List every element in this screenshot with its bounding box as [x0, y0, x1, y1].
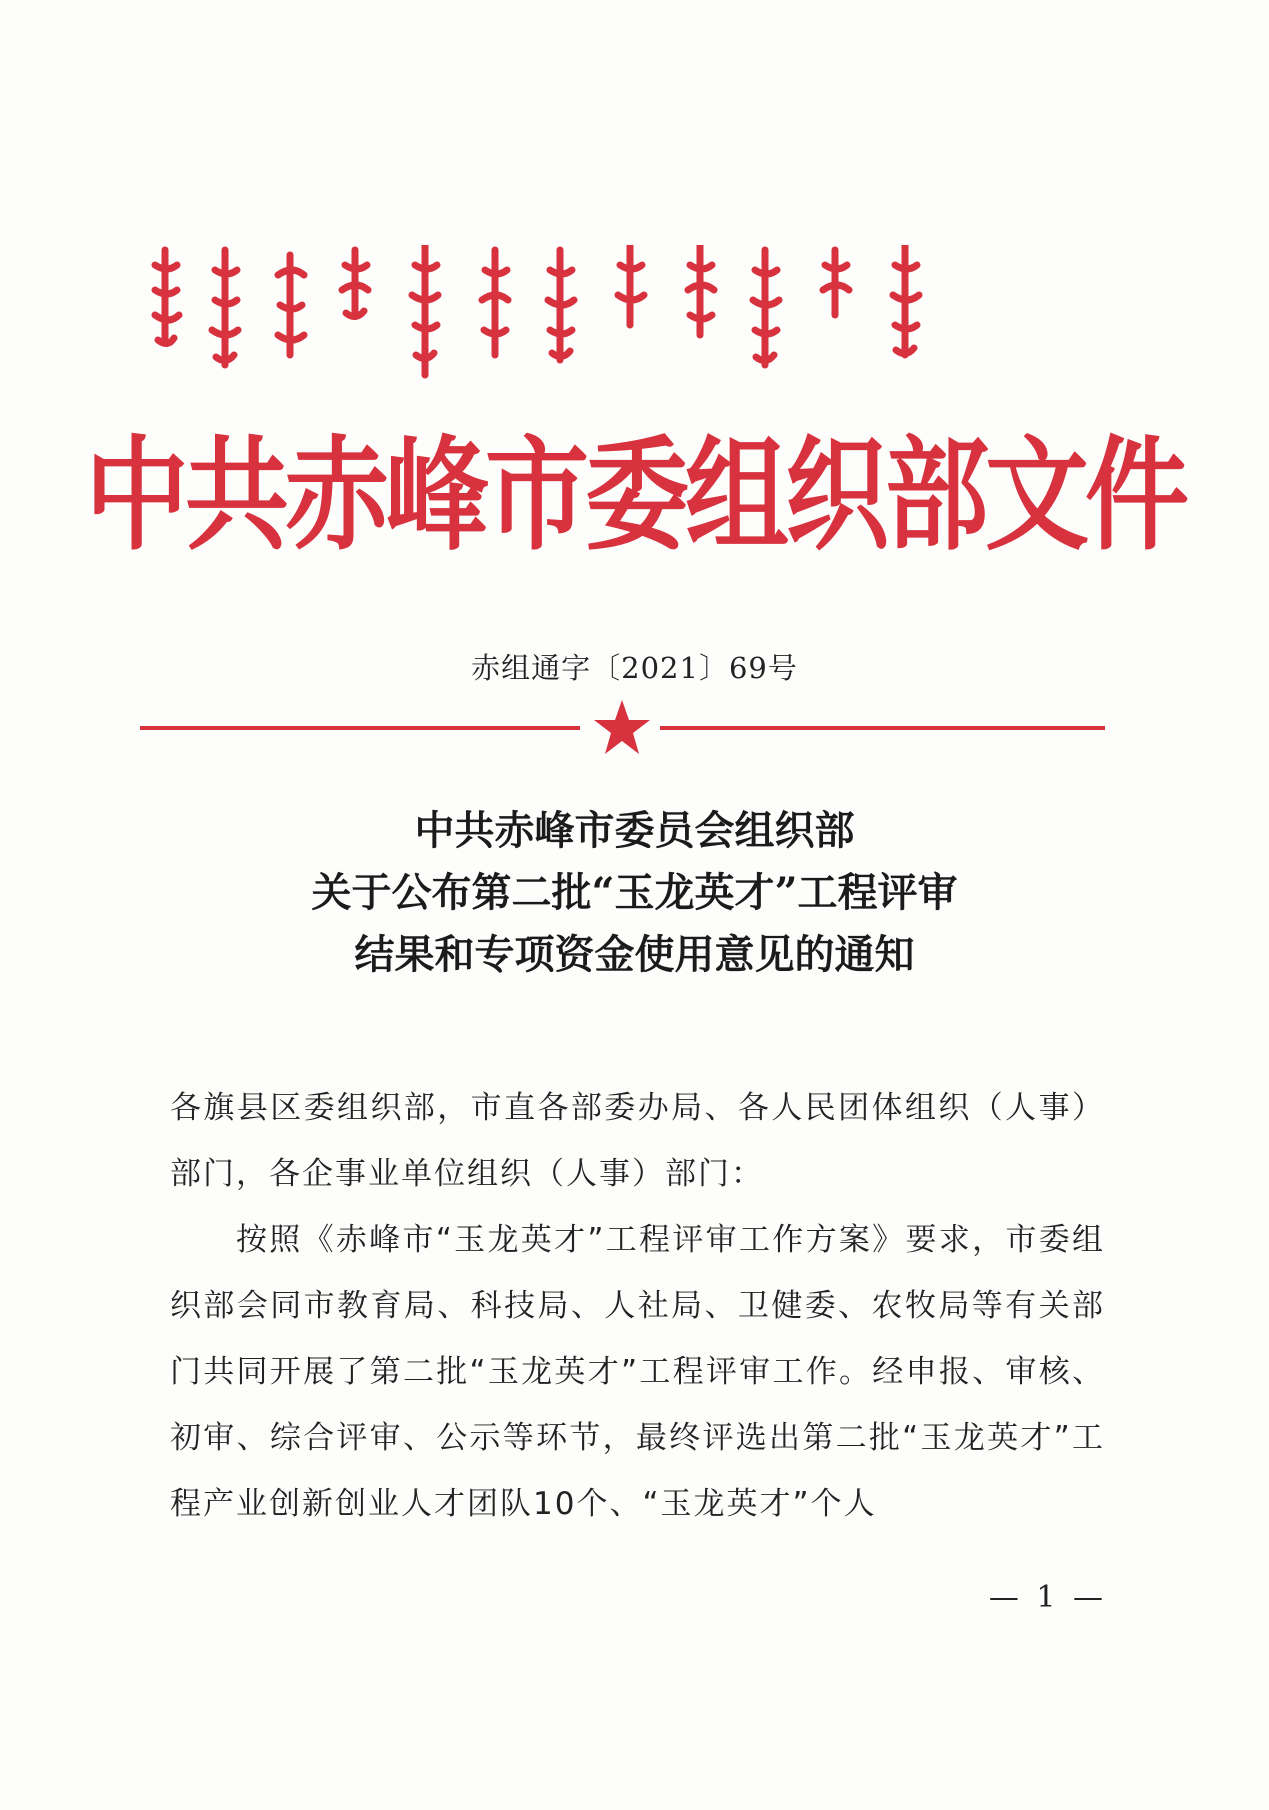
body-paragraph-1: 按照《赤峰市“玉龙英才”工程评审工作方案》要求，市委组织部会同市教育局、科技局、人社局、卫健委、农牧局等有关部门共同开展了第二批“玉龙英才”工程评审工作。经申报、审核、初审、综合评审、公示等环节，最终评选出第二批“玉龙英才”工程产业创新创业人才团队10个、“玉龙英才”个人	[170, 1222, 1105, 1522]
notice-title	[0, 800, 1269, 986]
red-separator	[140, 698, 1105, 758]
notice-title-line-1: 中共赤峰市委员会组织部	[414, 807, 855, 854]
masthead-title: 中共赤峰市委组织部文件	[85, 423, 1186, 568]
addressee: 各旗县区委组织部，市直各部委办局、各人民团体组织（人事）部门，各企事业单位组织（人事）部门：	[170, 1090, 1105, 1192]
notice-title-line-2: 关于公布第二批“玉龙英才”工程评审	[311, 869, 958, 916]
mongolian-script-graphic	[150, 245, 1080, 380]
mongolian-script-header	[150, 245, 1080, 380]
body-text	[170, 1075, 1105, 1537]
separator-line-right	[660, 726, 1105, 730]
separator-line-left	[140, 726, 580, 730]
star-icon	[592, 698, 652, 756]
notice-title-line-3: 结果和专项资金使用意见的通知	[354, 931, 915, 978]
page-number: — 1 —	[988, 1580, 1107, 1615]
masthead	[85, 410, 1186, 568]
document-number: 赤组通字〔2021〕69号	[471, 651, 798, 685]
